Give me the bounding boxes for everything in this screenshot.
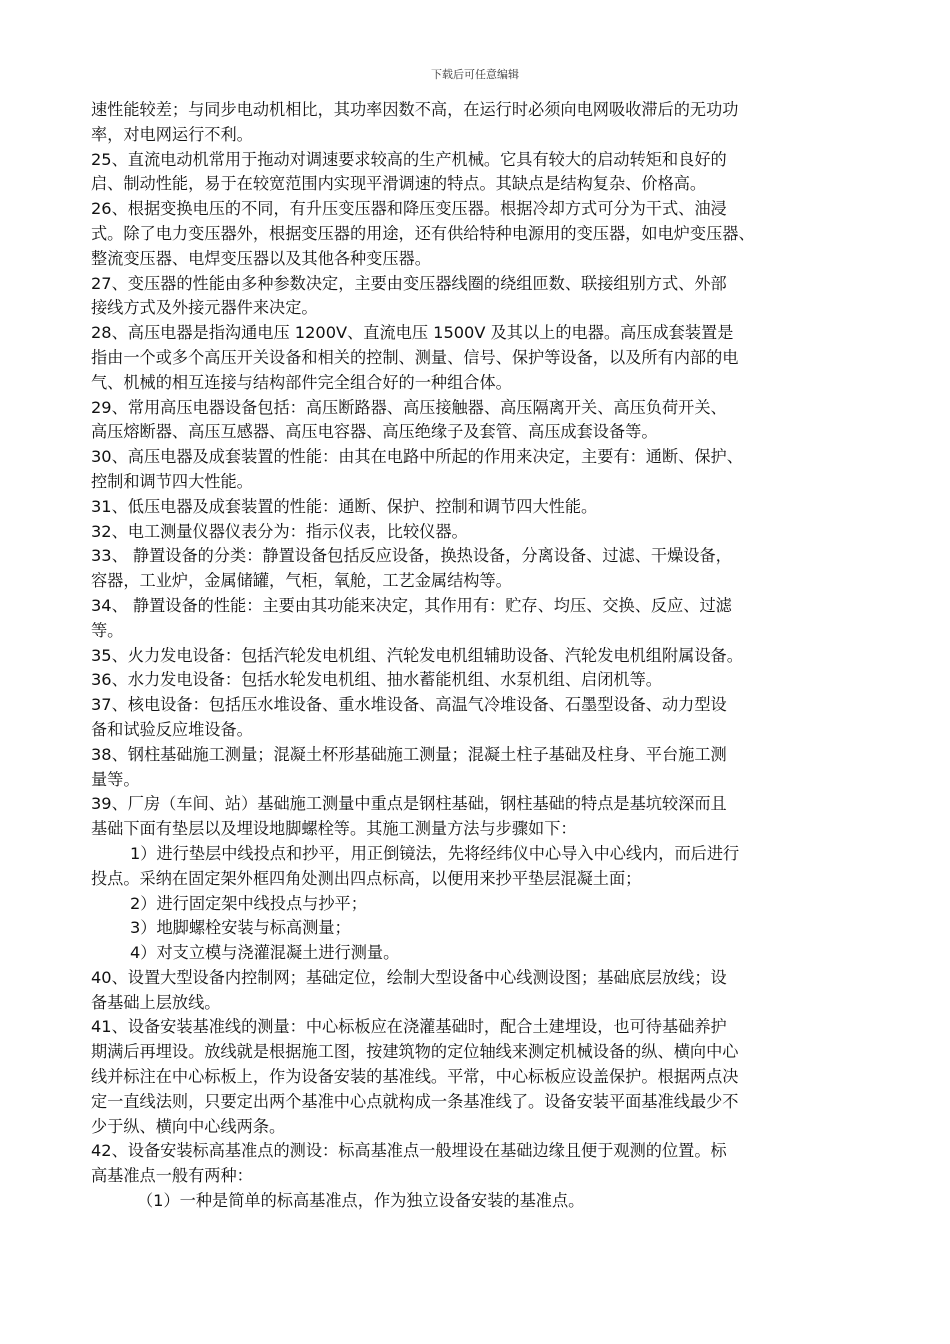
page-header: 下载后可任意编辑 bbox=[431, 68, 519, 81]
paragraph-line: 气、机械的相互连接与结构部件完全组合好的一种组合体。 bbox=[91, 372, 512, 392]
paragraph bbox=[91, 842, 871, 892]
paragraph-line: 备和试验反应堆设备。 bbox=[91, 719, 253, 739]
paragraph-line: 29、常用高压电器设备包括：高压断路器、高压接触器、高压隔离开关、高压负荷开关、 bbox=[91, 397, 727, 417]
paragraph bbox=[91, 321, 871, 395]
paragraph-line: 31、低压电器及成套装置的性能：通断、保护、控制和调节四大性能。 bbox=[91, 496, 598, 516]
paragraph bbox=[91, 1189, 871, 1214]
paragraph-line: 41、设备安装基准线的测量：中心标板应在浇灌基础时，配合土建埋设，也可待基础养护 bbox=[91, 1017, 727, 1037]
paragraph-line: 3）地脚螺栓安装与标高测量； bbox=[130, 918, 351, 938]
paragraph bbox=[91, 892, 871, 917]
paragraph bbox=[91, 148, 871, 198]
paragraph-line: 式。除了电力变压器外，根据变压器的用途，还有供给特种电源用的变压器，如电炉变压器、 bbox=[91, 223, 755, 243]
paragraph-line: 等。 bbox=[91, 620, 124, 640]
paragraph bbox=[91, 520, 871, 545]
paragraph-line: 控制和调节四大性能。 bbox=[91, 471, 253, 491]
paragraph bbox=[91, 1139, 871, 1189]
paragraph bbox=[91, 98, 871, 148]
paragraph-line: 32、电工测量仪器仪表分为：指示仪表，比较仪器。 bbox=[91, 521, 468, 541]
paragraph bbox=[91, 495, 871, 520]
paragraph bbox=[91, 594, 871, 644]
paragraph-line: 42、设备安装标高基准点的测设：标高基准点一般埋设在基础边缘且便于观测的位置。标 bbox=[91, 1141, 727, 1161]
paragraph bbox=[91, 1015, 871, 1139]
paragraph-line: 高基准点一般有两种： bbox=[91, 1166, 253, 1186]
paragraph-line: 39、厂房（车间、站）基础施工测量中重点是钢柱基础，钢柱基础的特点是基坑较深而且 bbox=[91, 794, 727, 814]
paragraph-line: 定一直线法则，只要定出两个基准中心点就构成一条基准线了。设备安装平面基准线最少不 bbox=[91, 1091, 739, 1111]
paragraph bbox=[91, 644, 871, 669]
paragraph-line: 期满后再埋设。放线就是根据施工图，按建筑物的定位轴线来测定机械设备的纵、横向中心 bbox=[91, 1042, 739, 1062]
paragraph-line: 33、 静置设备的分类：静置设备包括反应设备，换热设备，分离设备、过滤、干燥设备， bbox=[91, 546, 732, 566]
paragraph bbox=[91, 916, 871, 941]
paragraph-line: 27、变压器的性能由多种参数决定，主要由变压器线圈的绕组匝数、联接组别方式、外部 bbox=[91, 273, 727, 293]
paragraph-line: 接线方式及外接元器件来决定。 bbox=[91, 298, 318, 318]
paragraph-line: 投点。采纳在固定架外框四角处测出四点标高，以便用来抄平垫层混凝土面； bbox=[91, 868, 642, 888]
paragraph bbox=[91, 792, 871, 842]
paragraph-line: 基础下面有垫层以及埋设地脚螺栓等。其施工测量方法与步骤如下： bbox=[91, 819, 577, 839]
paragraph-line: 高压熔断器、高压互感器、高压电容器、高压绝缘子及套管、高压成套设备等。 bbox=[91, 422, 658, 442]
paragraph-line: 容器，工业炉，金属储罐，气柜，氧舱，工艺金属结构等。 bbox=[91, 571, 512, 591]
paragraph bbox=[91, 693, 871, 743]
paragraph-line: 线并标注在中心标板上，作为设备安装的基准线。平常，中心标板应设盖保护。根据两点决 bbox=[91, 1067, 739, 1087]
paragraph bbox=[91, 941, 871, 966]
paragraph-line: 4）对支立模与浇灌混凝土进行测量。 bbox=[130, 943, 400, 963]
paragraph-line: 34、 静置设备的性能：主要由其功能来决定，其作用有：贮存、均压、交换、反应、过滤 bbox=[91, 595, 732, 615]
paragraph-line: 38、钢柱基础施工测量；混凝土杯形基础施工测量；混凝土柱子基础及柱身、平台施工测 bbox=[91, 744, 727, 764]
paragraph-line: 少于纵、横向中心线两条。 bbox=[91, 1116, 286, 1136]
paragraph bbox=[91, 743, 871, 793]
paragraph-line: （1）一种是简单的标高基准点，作为独立设备安装的基准点。 bbox=[137, 1191, 585, 1211]
paragraph bbox=[91, 445, 871, 495]
paragraph-line: 26、根据变换电压的不同，有升压变压器和降压变压器。根据冷却方式可分为干式、油浸 bbox=[91, 199, 727, 219]
paragraph bbox=[91, 197, 871, 271]
paragraph-line: 启、制动性能，易于在较宽范围内实现平滑调速的特点。其缺点是结构复杂、价格高。 bbox=[91, 174, 707, 194]
paragraph bbox=[91, 544, 871, 594]
paragraph-line: 37、核电设备：包括压水堆设备、重水堆设备、高温气冷堆设备、石墨型设备、动力型设 bbox=[91, 695, 727, 715]
paragraph-line: 量等。 bbox=[91, 769, 140, 789]
paragraph bbox=[91, 668, 871, 693]
document-body bbox=[91, 98, 871, 1214]
paragraph bbox=[91, 966, 871, 1016]
paragraph bbox=[91, 272, 871, 322]
paragraph-line: 速性能较差；与同步电动机相比，其功率因数不高，在运行时必须向电网吸收滞后的无功功 bbox=[91, 100, 739, 119]
paragraph-line: 25、直流电动机常用于拖动对调速要求较高的生产机械。它具有较大的启动转矩和良好的 bbox=[91, 149, 727, 169]
paragraph-line: 指由一个或多个高压开关设备和相关的控制、测量、信号、保护等设备，以及所有内部的电 bbox=[91, 347, 739, 367]
paragraph-line: 2）进行固定架中线投点与抄平； bbox=[130, 893, 367, 913]
paragraph-line: 36、水力发电设备：包括水轮发电机组、抽水蓄能机组、水泵机组、启闭机等。 bbox=[91, 670, 662, 690]
paragraph-line: 1）进行垫层中线投点和抄平，用正倒镜法，先将经纬仪中心导入中心线内，而后进行 bbox=[130, 843, 740, 863]
paragraph-line: 28、高压电器是指沟通电压 1200V、直流电压 1500V 及其以上的电器。高压成套装置是 bbox=[91, 323, 734, 343]
paragraph-line: 35、火力发电设备：包括汽轮发电机组、汽轮发电机组辅助设备、汽轮发电机组附属设备。 bbox=[91, 645, 743, 665]
paragraph-line: 整流变压器、电焊变压器以及其他各种变压器。 bbox=[91, 248, 431, 268]
paragraph bbox=[91, 396, 871, 446]
paragraph-line: 30、高压电器及成套装置的性能：由其在电路中所起的作用来决定，主要有：通断、保护、 bbox=[91, 447, 743, 467]
paragraph-line: 40、设置大型设备内控制网；基础定位，绘制大型设备中心线测设图；基础底层放线；设 bbox=[91, 967, 727, 987]
paragraph-line: 备基础上层放线。 bbox=[91, 992, 221, 1012]
paragraph-line: 率，对电网运行不利。 bbox=[91, 124, 253, 144]
